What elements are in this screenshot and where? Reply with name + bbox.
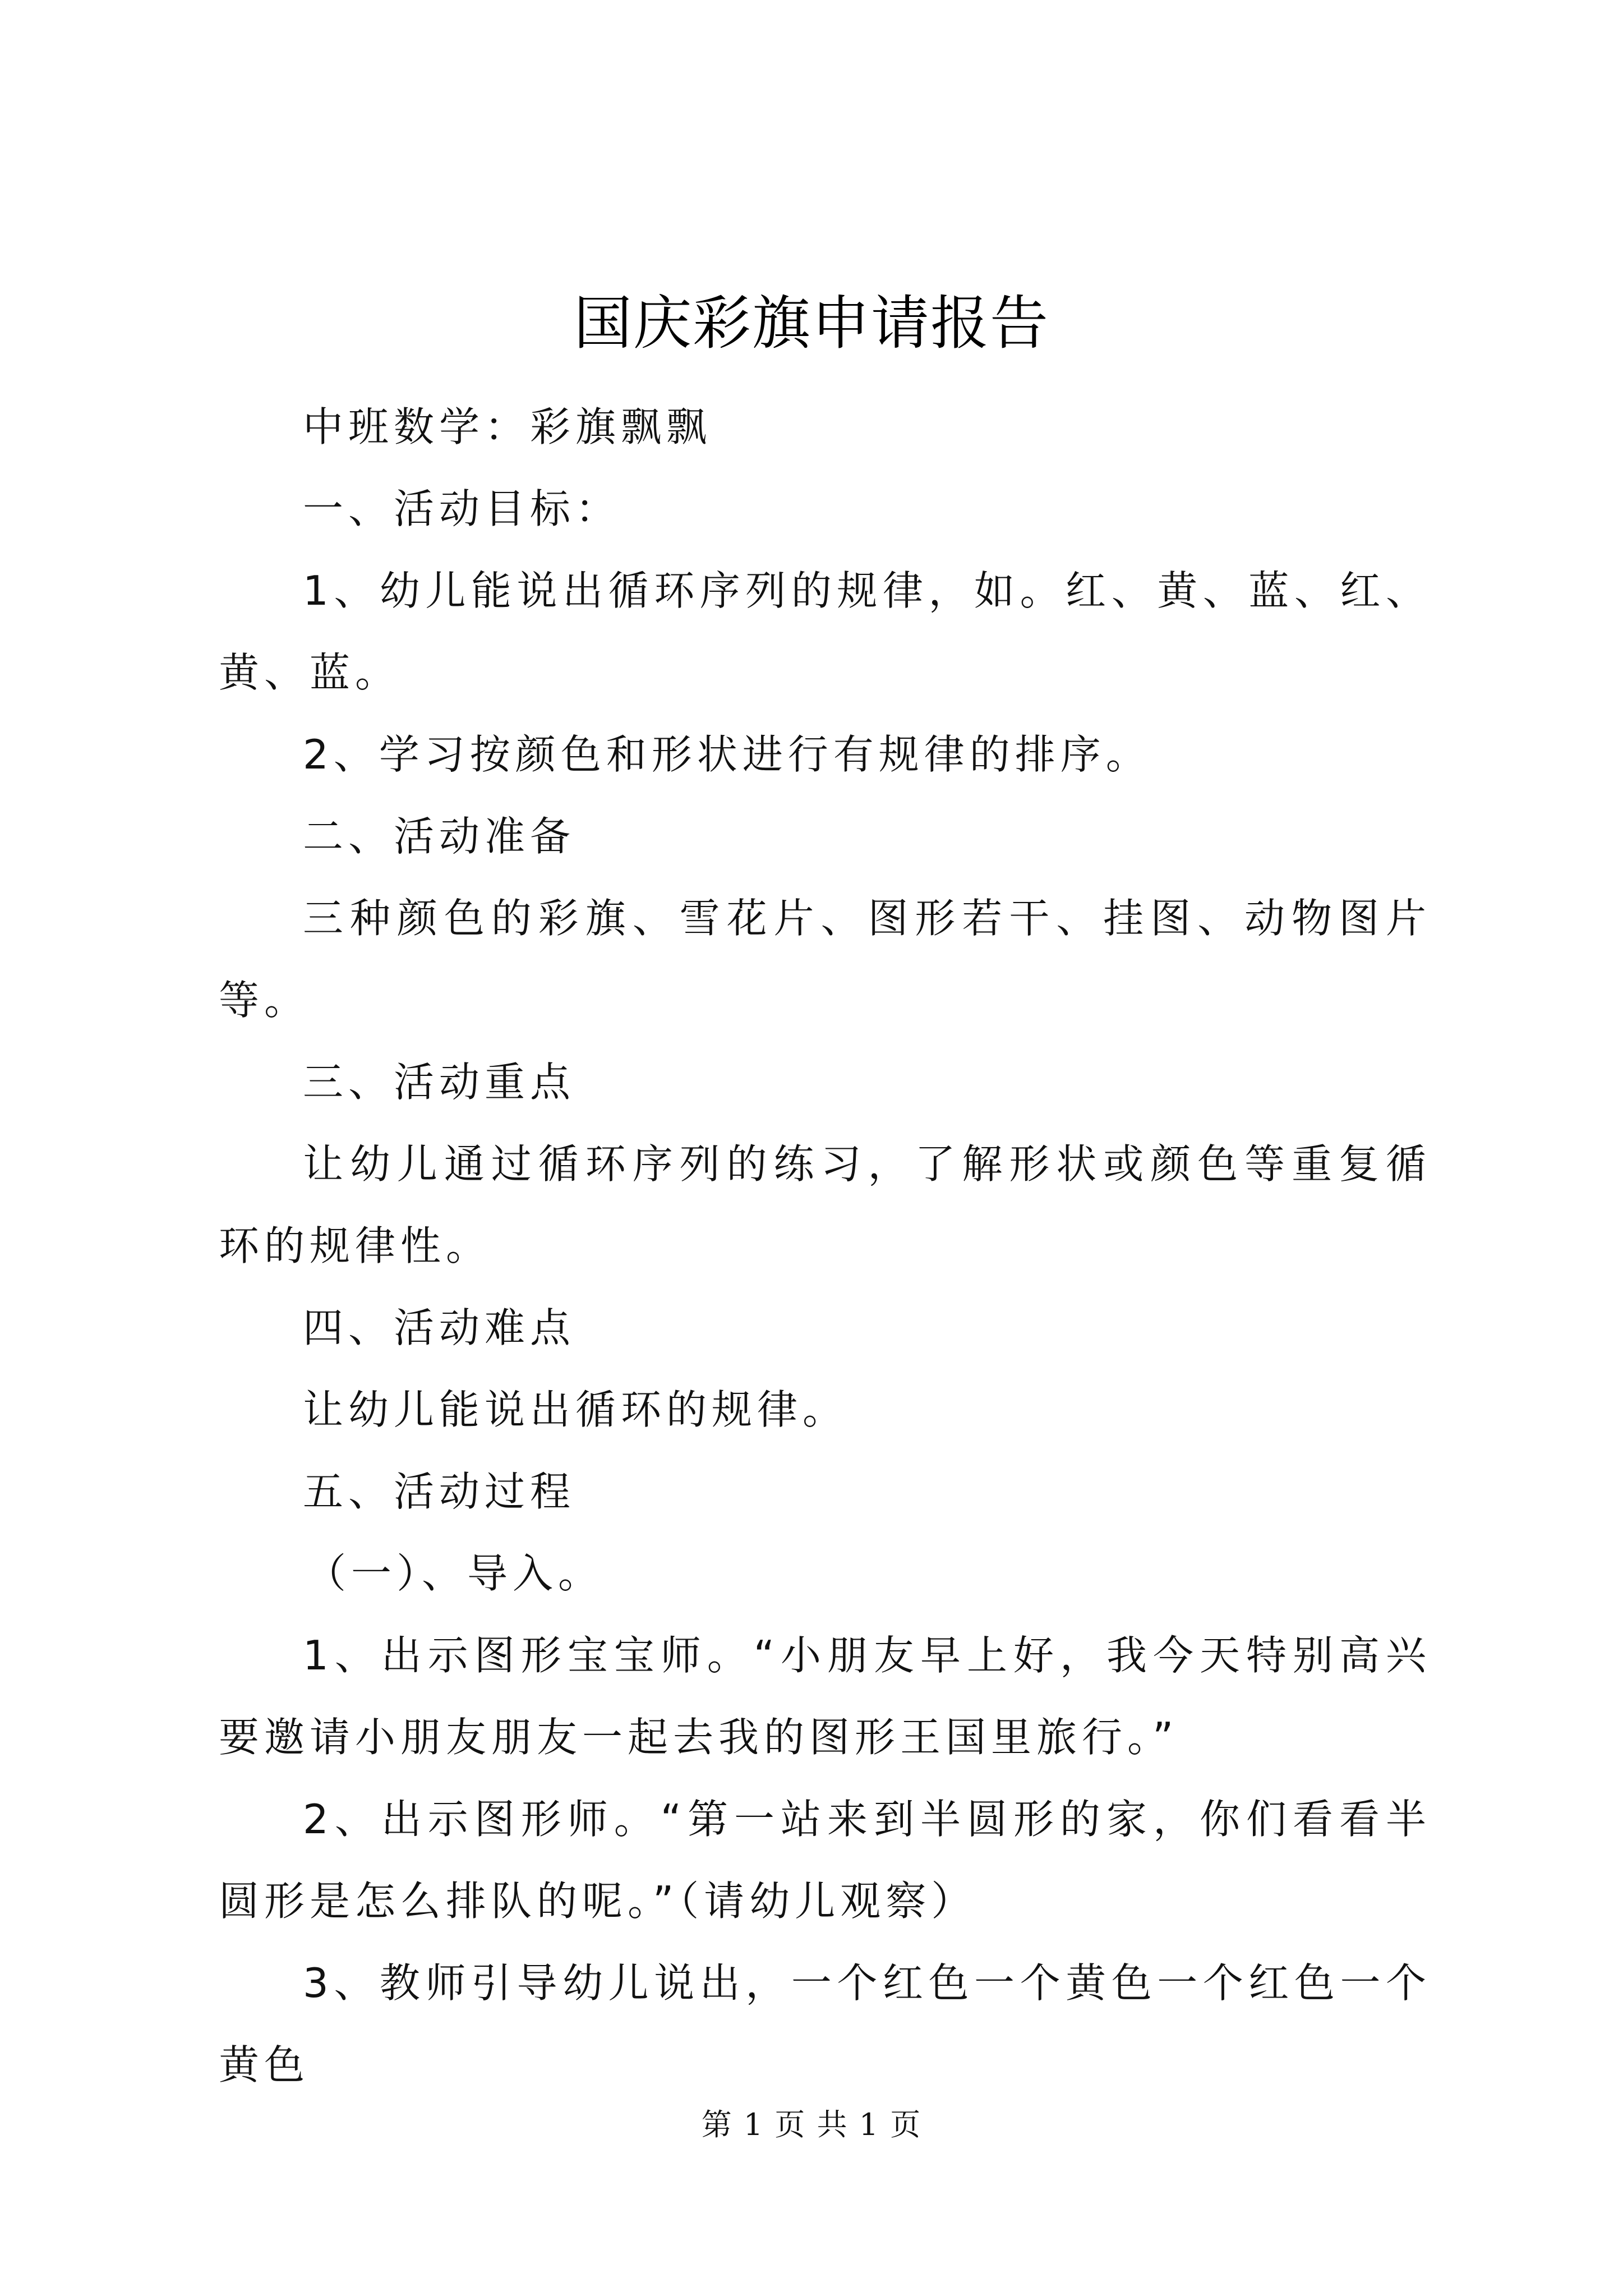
document-body: [219, 386, 1431, 2106]
paragraph-goal-1: 1、幼儿能说出循环序列的规律，如。红、黄、蓝、红、黄、蓝。: [219, 567, 1431, 696]
page-footer: 第 1 页 共 1 页: [701, 2107, 922, 2142]
paragraph-heading-process: 五、活动过程: [303, 1468, 576, 1515]
paragraph-preparation: 三种颜色的彩旗、雪花片、图形若干、挂图、动物图片等。: [219, 895, 1431, 1024]
paragraph-step-3: 3、教师引导幼儿说出，一个红色一个黄色一个红色一个黄色: [219, 1959, 1431, 2088]
paragraph-difficulty: 让幼儿能说出循环的规律。: [303, 1386, 849, 1433]
paragraph-subtitle: 中班数学：彩旗飘飘: [303, 403, 712, 450]
paragraph-heading-key-point: 三、活动重点: [303, 1059, 576, 1106]
paragraph-goal-2: 2、学习按颜色和形状进行有规律的排序。: [303, 731, 1151, 778]
paragraph-heading-preparation: 二、活动准备: [303, 813, 576, 860]
paragraph-heading-goals: 一、活动目标：: [303, 485, 621, 532]
paragraph-intro-heading: （一）、导入。: [306, 1550, 604, 1597]
paragraph-key-point: 让幼儿通过循环序列的练习，了解形状或颜色等重复循环的规律性。: [219, 1140, 1431, 1269]
paragraph-step-1: 1、出示图形宝宝师。“小朋友早上好，我今天特别高兴要邀请小朋友朋友一起去我的图形王国里旅行。”: [219, 1632, 1431, 1761]
paragraph-step-2: 2、出示图形师。“第一站来到半圆形的家，你们看看半圆形是怎么排队的呢。”（请幼儿观察）: [219, 1796, 1431, 1925]
paragraph-heading-difficulty: 四、活动难点: [303, 1304, 576, 1351]
document-title: 国庆彩旗申请报告: [573, 289, 1049, 357]
